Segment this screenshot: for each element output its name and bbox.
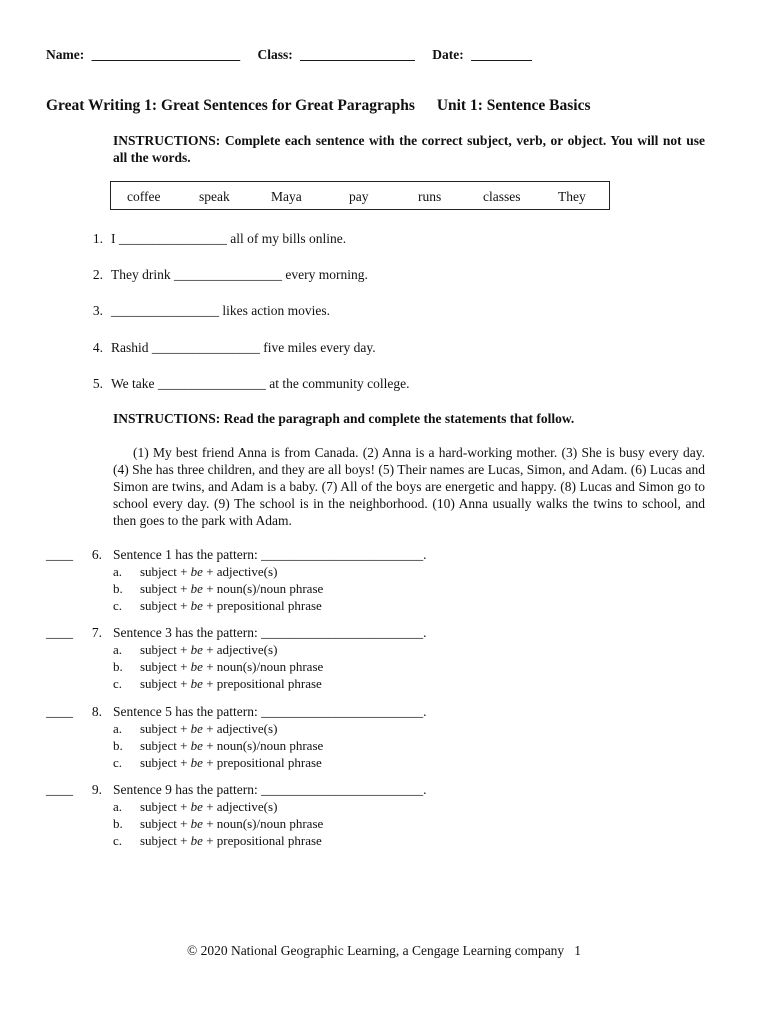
word-bank bbox=[110, 181, 610, 210]
answer-blank[interactable]: ____ bbox=[46, 782, 73, 797]
answer-blank[interactable]: ____ bbox=[46, 547, 73, 562]
question-text: Sentence 5 has the pattern: ________________________. bbox=[113, 704, 427, 719]
class-label: Class: bbox=[257, 47, 293, 62]
option-b[interactable]: b. subject + be + noun(s)/noun phrase bbox=[113, 581, 324, 596]
option-a[interactable]: a. subject + be + adjective(s) bbox=[113, 721, 278, 736]
header-row bbox=[46, 47, 532, 64]
reading-paragraph: (1) My best friend Anna is from Canada. (2) Anna is a hard-working mother. (3) She is busy every day. (4) She has three children, and they are all boys! (5) Their names are Lucas, Simon, and Adam. (6) Lucas and Simon are twins, and Adam is a baby. (7) All of the boys are energetic and happy. (8) Lucas and Simon go to school every day. (9) The school is in the neighborhood. (10) Anna usually walks the twins to school, and then goes to the park with Adam. bbox=[113, 445, 705, 528]
option-b[interactable]: b. subject + be + noun(s)/noun phrase bbox=[113, 738, 324, 753]
unit-title: Unit 1: Sentence Basics bbox=[436, 97, 591, 114]
answer-blank[interactable]: ____ bbox=[46, 704, 73, 719]
word-bank-item: Maya bbox=[271, 189, 302, 204]
item-number: 3. bbox=[92, 303, 103, 318]
question-number: 9. bbox=[91, 782, 102, 797]
option-b[interactable]: b. subject + be + noun(s)/noun phrase bbox=[113, 659, 324, 674]
item-number: 4. bbox=[92, 340, 103, 355]
question-text: Sentence 3 has the pattern: ________________________. bbox=[113, 625, 427, 640]
date-blank[interactable]: _________ bbox=[471, 47, 532, 62]
question-7 bbox=[0, 625, 768, 695]
option-a[interactable]: a. subject + be + adjective(s) bbox=[113, 564, 278, 579]
question-text: Sentence 9 has the pattern: ________________________. bbox=[113, 782, 427, 797]
name-label: Name: bbox=[46, 47, 85, 62]
item-text[interactable]: They drink ________________ every morning. bbox=[111, 267, 368, 282]
question-number: 8. bbox=[91, 704, 102, 719]
class-blank[interactable]: _________________ bbox=[300, 47, 415, 62]
question-8 bbox=[0, 704, 768, 774]
word-bank-item: pay bbox=[349, 189, 369, 204]
page-title bbox=[46, 96, 591, 115]
question-9 bbox=[0, 782, 768, 852]
instructions-1: INSTRUCTIONS: Complete each sentence with the correct subject, verb, or object. You will not use all the words. bbox=[113, 133, 705, 165]
word-bank-item: coffee bbox=[127, 189, 161, 204]
item-text[interactable]: Rashid ________________ five miles every day. bbox=[111, 340, 376, 355]
word-bank-item: runs bbox=[418, 189, 442, 204]
word-bank-item: They bbox=[558, 189, 586, 204]
option-c[interactable]: c. subject + be + prepositional phrase bbox=[113, 833, 322, 848]
option-a[interactable]: a. subject + be + adjective(s) bbox=[113, 799, 278, 814]
option-b[interactable]: b. subject + be + noun(s)/noun phrase bbox=[113, 816, 324, 831]
book-title: Great Writing 1: Great Sentences for Great Paragraphs bbox=[46, 97, 415, 114]
item-text[interactable]: We take ________________ at the community college. bbox=[111, 376, 410, 391]
item-number: 1. bbox=[92, 231, 103, 246]
word-bank-item: speak bbox=[199, 189, 230, 204]
item-text[interactable]: I ________________ all of my bills online. bbox=[111, 231, 347, 246]
question-number: 6. bbox=[91, 547, 102, 562]
item-number: 5. bbox=[92, 376, 103, 391]
question-number: 7. bbox=[91, 625, 102, 640]
question-6 bbox=[0, 547, 768, 617]
option-c[interactable]: c. subject + be + prepositional phrase bbox=[113, 676, 322, 691]
name-blank[interactable]: ______________________ bbox=[91, 47, 241, 62]
option-c[interactable]: c. subject + be + prepositional phrase bbox=[113, 755, 322, 770]
page-footer: © 2020 National Geographic Learning, a Cengage Learning company 1 bbox=[186, 943, 582, 958]
item-text[interactable]: ________________ likes action movies. bbox=[111, 303, 330, 318]
question-text: Sentence 1 has the pattern: ________________________. bbox=[113, 547, 427, 562]
instructions-2: INSTRUCTIONS: Read the paragraph and complete the statements that follow. bbox=[113, 411, 575, 426]
item-number: 2. bbox=[92, 267, 103, 282]
option-a[interactable]: a. subject + be + adjective(s) bbox=[113, 642, 278, 657]
word-bank-item: classes bbox=[483, 189, 521, 204]
option-c[interactable]: c. subject + be + prepositional phrase bbox=[113, 598, 322, 613]
date-label: Date: bbox=[432, 47, 464, 62]
answer-blank[interactable]: ____ bbox=[46, 625, 73, 640]
